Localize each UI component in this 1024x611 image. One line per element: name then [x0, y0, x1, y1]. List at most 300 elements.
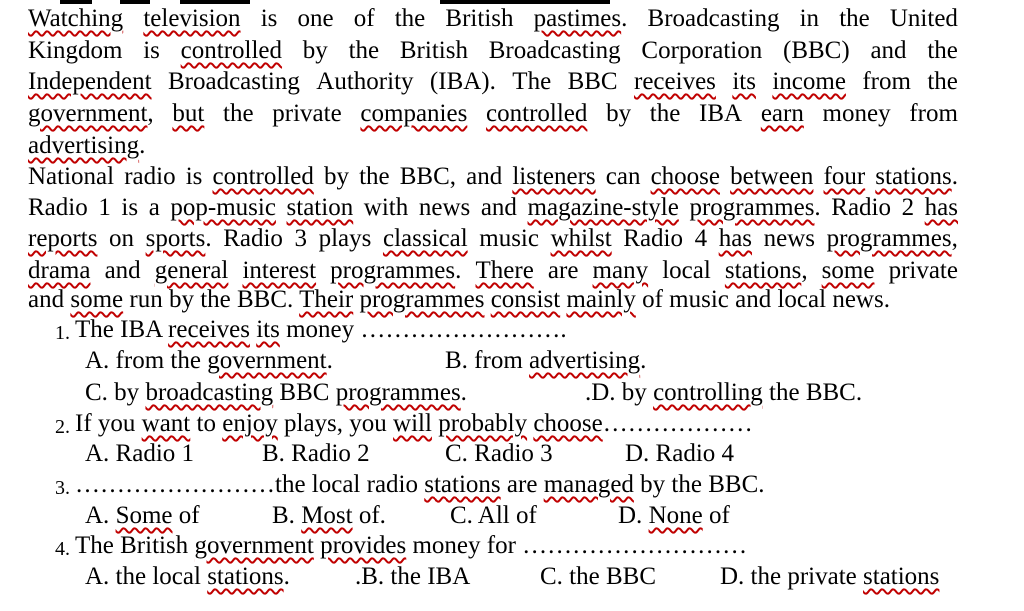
text-run: British — [399, 37, 468, 64]
text-run: the — [649, 100, 681, 127]
text-run: . — [460, 379, 467, 406]
text-run: . — [139, 132, 146, 159]
spellcheck-flagged-word: advertising — [529, 347, 641, 374]
word-group — [927, 67, 958, 97]
spellcheck-flagged-word: general — [154, 257, 229, 284]
word-group — [28, 256, 90, 286]
text-run: of. — [352, 502, 386, 529]
text-run: of — [353, 5, 375, 32]
spellcheck-flagged-word: four — [823, 163, 866, 190]
answer-option — [540, 562, 656, 592]
passage-line — [28, 224, 958, 254]
word-group — [725, 256, 808, 286]
word-group — [419, 193, 470, 223]
word-group — [650, 99, 681, 129]
text-run: on — [109, 225, 135, 252]
text-run: plays — [318, 225, 372, 252]
answer-option — [262, 439, 370, 469]
text-run: British — [445, 5, 514, 32]
question-number: 1. — [55, 322, 70, 344]
word-group — [641, 36, 762, 66]
text-run: 3 — [294, 225, 307, 252]
text-run: by — [323, 163, 349, 190]
word-group — [606, 162, 641, 192]
text-run: C. All of — [450, 502, 537, 529]
word-group — [648, 4, 780, 34]
word-group — [606, 99, 631, 129]
spellcheck-flagged-word: programmes — [335, 379, 461, 406]
text-run: If you — [75, 410, 142, 437]
text-run: from — [862, 68, 911, 95]
text-run: BBC — [567, 68, 618, 95]
text-run: B. — [272, 502, 302, 529]
word-group — [732, 67, 756, 97]
word-group — [466, 162, 502, 192]
text-run: .D. by — [585, 379, 654, 406]
text-run: D. the private — [720, 563, 864, 590]
text-run: money ……………………. — [279, 316, 567, 343]
text-run: and — [870, 37, 907, 64]
spellcheck-flagged-word: classical — [382, 225, 468, 252]
word-group — [512, 162, 595, 192]
text-run: and — [104, 257, 141, 284]
text-run: is — [143, 37, 160, 64]
word-group — [186, 162, 203, 192]
spellcheck-flagged-word: government — [194, 532, 314, 559]
text-run: United — [889, 5, 958, 32]
text-run: A. Radio 1 — [85, 440, 195, 467]
text-run: can — [605, 163, 641, 190]
text-run: . — [283, 563, 290, 590]
word-group — [359, 162, 390, 192]
text-run: Corporation — [641, 37, 763, 64]
text-run: D. Radio 4 — [625, 440, 735, 467]
word-group — [272, 99, 341, 129]
word-group — [822, 256, 875, 286]
spellcheck-flagged-word: stations — [875, 163, 952, 190]
text-run: B. Radio 2 — [262, 440, 370, 467]
text-run: A. — [85, 502, 116, 529]
text-run: run by the BBC. — [123, 286, 300, 313]
spellcheck-flagged-word: enjoy — [222, 410, 278, 437]
word-group — [662, 256, 711, 286]
spellcheck-flagged-word: between — [730, 163, 814, 190]
text-run: of music and local news. — [635, 286, 890, 313]
text-run: Radio — [28, 194, 88, 221]
text-run: ……………… — [602, 410, 753, 437]
text-run: D. — [618, 502, 649, 529]
text-run: Radio — [623, 225, 683, 252]
text-run: the — [348, 37, 380, 64]
question-number: 2. — [55, 416, 70, 438]
spellcheck-flagged-word: listeners — [512, 163, 596, 190]
word-group — [761, 99, 804, 129]
text-run: in — [799, 5, 820, 32]
word-group — [349, 36, 380, 66]
word-group — [28, 36, 122, 66]
answer-option — [85, 501, 200, 531]
spellcheck-flagged-word: stations — [424, 471, 501, 498]
word-group — [354, 4, 375, 34]
text-run: the — [394, 5, 426, 32]
text-run: music — [479, 225, 539, 252]
text-run: Kingdom — [28, 37, 123, 64]
text-run: C. Radio 3 — [445, 440, 553, 467]
spellcheck-flagged-word: Most — [301, 502, 353, 529]
spellcheck-flagged-word: Their — [299, 286, 354, 313]
word-group — [319, 224, 372, 254]
word-group — [634, 67, 716, 97]
word-group — [360, 99, 467, 129]
text-run: . — [814, 194, 821, 221]
spellcheck-flagged-word: programmes — [689, 194, 815, 221]
text-run: one — [297, 5, 334, 32]
text-run: . — [455, 257, 462, 284]
question-stem — [75, 409, 753, 439]
text-run: National — [28, 163, 115, 190]
word-group — [839, 4, 870, 34]
word-group — [298, 4, 334, 34]
text-run: money for ……………………… — [406, 532, 748, 559]
word-group — [824, 162, 866, 192]
question-number: 3. — [55, 477, 70, 499]
text-run: C. by — [85, 379, 146, 406]
spellcheck-flagged-word: station — [286, 194, 354, 221]
word-group — [383, 224, 468, 254]
text-run: of — [172, 502, 200, 529]
word-group — [875, 162, 958, 192]
text-run: and — [28, 286, 71, 313]
spellcheck-flagged-word: advertising — [28, 132, 140, 159]
text-run: (BBC) — [783, 37, 850, 64]
spellcheck-flagged-word: receives — [634, 68, 716, 95]
spellcheck-flagged-word: interest — [242, 257, 317, 284]
word-group — [925, 193, 958, 223]
word-group — [146, 224, 212, 254]
spellcheck-flagged-word: want — [141, 410, 191, 437]
spellcheck-flagged-word: probably — [438, 410, 528, 437]
spellcheck-flagged-word: television — [143, 5, 241, 32]
spellcheck-flagged-word: controlled — [180, 37, 283, 64]
word-group — [772, 67, 846, 97]
text-run: , — [951, 225, 958, 252]
word-group — [902, 193, 915, 223]
word-group — [223, 224, 283, 254]
word-group — [124, 162, 175, 192]
word-group — [651, 162, 720, 192]
text-run: of — [702, 502, 730, 529]
spellcheck-flagged-word: pop-music — [170, 194, 276, 221]
word-group — [551, 224, 612, 254]
word-group — [155, 256, 229, 286]
word-group — [121, 193, 138, 223]
spellcheck-flagged-word: sports — [145, 225, 206, 252]
word-group — [831, 193, 891, 223]
spellcheck-flagged-word: its — [256, 316, 280, 343]
spellcheck-flagged-word: income — [772, 68, 846, 95]
text-run: the — [839, 5, 870, 32]
word-group — [889, 256, 958, 286]
question-stem — [75, 315, 567, 345]
answer-option — [450, 501, 537, 531]
word-group — [324, 162, 349, 192]
spellcheck-flagged-word: Watching — [28, 5, 124, 32]
text-run: plays, you — [277, 410, 394, 437]
answer-option — [445, 346, 646, 376]
answer-option — [585, 378, 862, 408]
spellcheck-flagged-word: magazine-style — [527, 194, 679, 221]
text-run: The British — [75, 532, 195, 559]
word-group — [143, 4, 240, 34]
text-run: . — [205, 225, 212, 252]
word-group — [927, 36, 958, 66]
word-group — [730, 162, 813, 192]
text-run: local — [662, 257, 711, 284]
word-group — [98, 193, 111, 223]
passage-line — [28, 99, 958, 129]
word-group — [295, 224, 308, 254]
word-group — [481, 193, 517, 223]
word-group — [172, 99, 204, 129]
word-group — [823, 99, 891, 129]
passage-line — [28, 193, 958, 223]
text-run: a — [148, 194, 160, 221]
word-group — [316, 67, 413, 97]
spellcheck-flagged-word: mainly — [566, 286, 636, 313]
text-run: is — [185, 163, 203, 190]
text-run: Radio — [223, 225, 283, 252]
passage-line — [28, 36, 958, 66]
answer-option — [445, 439, 553, 469]
spellcheck-flagged-word: stations — [863, 563, 940, 590]
text-run: BBC — [273, 379, 336, 406]
question-number: 4. — [55, 538, 70, 560]
answer-option — [355, 562, 470, 592]
word-group — [699, 99, 742, 129]
word-group — [330, 256, 461, 286]
text-run: from — [909, 100, 958, 127]
word-group — [445, 4, 513, 34]
text-run: and — [480, 194, 517, 221]
word-group — [143, 36, 160, 66]
word-group — [476, 256, 534, 286]
spellcheck-flagged-word: programmes — [826, 225, 952, 252]
word-group — [593, 256, 649, 286]
text-run: the — [927, 37, 958, 64]
word-group — [395, 4, 426, 34]
answer-option — [85, 562, 290, 592]
word-group — [170, 193, 276, 223]
spellcheck-flagged-word: whilst — [550, 225, 612, 252]
spellcheck-flagged-word: reports — [28, 225, 98, 252]
spellcheck-flagged-word: earn — [760, 100, 804, 127]
word-group — [689, 193, 820, 223]
spellcheck-flagged-word: managed — [543, 471, 634, 498]
passage-line — [28, 4, 958, 34]
text-run: 2 — [901, 194, 915, 221]
word-group — [909, 99, 958, 129]
word-group — [862, 67, 911, 97]
text-run: the BBC. — [762, 379, 863, 406]
text-run: B. from — [445, 347, 530, 374]
answer-option — [85, 378, 467, 408]
text-run: with — [363, 194, 409, 221]
spellcheck-flagged-word: choose — [650, 163, 720, 190]
word-group — [623, 224, 683, 254]
text-run: A. from the — [85, 347, 208, 374]
text-run: news — [763, 225, 815, 252]
word-group — [783, 36, 850, 66]
passage-line — [28, 162, 958, 192]
question-stem — [75, 470, 765, 500]
word-group — [489, 36, 621, 66]
word-group — [28, 99, 154, 129]
text-run: by the BBC. — [633, 471, 765, 498]
word-group — [430, 67, 496, 97]
spellcheck-flagged-word: programmes — [330, 257, 456, 284]
spellcheck-flagged-word: consist — [490, 286, 561, 313]
text-run: is — [121, 194, 139, 221]
spellcheck-flagged-word: controlling — [653, 379, 763, 406]
answer-option — [625, 439, 734, 469]
spellcheck-flagged-word: stations — [207, 563, 284, 590]
word-group — [109, 224, 134, 254]
text-run: Broadcasting — [647, 5, 780, 32]
spellcheck-flagged-word: controlled — [212, 163, 314, 190]
word-group — [827, 224, 958, 254]
answer-option — [85, 439, 194, 469]
spellcheck-flagged-word: receives — [168, 316, 250, 343]
word-group — [479, 224, 539, 254]
passage-line — [28, 285, 890, 315]
word-group — [528, 193, 679, 223]
answer-option — [85, 346, 333, 376]
word-group — [287, 193, 354, 223]
word-group — [212, 162, 313, 192]
word-group — [28, 224, 97, 254]
spellcheck-flagged-word: Some — [115, 502, 173, 529]
text-run: . — [640, 347, 647, 374]
word-group — [764, 224, 815, 254]
spellcheck-flagged-word: Independent — [28, 68, 152, 95]
spellcheck-flagged-word: broadcasting — [145, 379, 274, 406]
passage-line — [28, 131, 145, 161]
spellcheck-flagged-word: its — [732, 68, 756, 95]
spellcheck-flagged-word: There — [475, 257, 534, 284]
text-run: private — [888, 257, 958, 284]
word-group — [261, 4, 278, 34]
spellcheck-flagged-word: programmes — [359, 286, 485, 313]
text-run: 4 — [694, 225, 708, 252]
word-group — [364, 193, 408, 223]
word-group — [800, 4, 819, 34]
question-stem — [75, 531, 747, 561]
spellcheck-flagged-word: government — [207, 347, 327, 374]
spellcheck-flagged-word: has — [718, 225, 753, 252]
text-run: BBC, — [399, 163, 456, 190]
word-group — [870, 36, 906, 66]
text-run: Authority — [316, 68, 414, 95]
text-run: The IBA — [75, 316, 169, 343]
spellcheck-flagged-word: many — [592, 257, 649, 284]
spellcheck-flagged-word: some — [821, 257, 875, 284]
text-run: C. the BBC — [540, 563, 656, 590]
text-run: radio — [124, 163, 176, 190]
word-group — [568, 67, 618, 97]
spellcheck-flagged-word: companies — [360, 100, 468, 127]
spellcheck-flagged-word: choose — [533, 410, 603, 437]
text-run: Broadcasting — [488, 37, 621, 64]
text-run: are — [547, 257, 579, 284]
text-run: and — [466, 163, 503, 190]
text-run: is — [260, 5, 278, 32]
text-run: are — [500, 471, 544, 498]
spellcheck-flagged-word: drama — [28, 257, 91, 284]
text-run: Radio — [831, 194, 891, 221]
spellcheck-flagged-word: has — [924, 194, 958, 221]
text-run: .B. the IBA — [355, 563, 471, 590]
text-run: news — [418, 194, 471, 221]
text-run: A. the local — [85, 563, 208, 590]
text-run: to — [190, 410, 223, 437]
word-group — [168, 67, 300, 97]
text-run: by — [606, 100, 632, 127]
text-run: ……………………the local radio — [75, 471, 425, 498]
answer-option — [272, 501, 386, 531]
word-group — [695, 224, 708, 254]
word-group — [719, 224, 752, 254]
text-run: by — [302, 37, 328, 64]
text-run: the — [927, 68, 958, 95]
answer-option — [618, 501, 730, 531]
text-run: . — [951, 163, 958, 190]
word-group — [486, 99, 587, 129]
spellcheck-flagged-word: provides — [320, 532, 407, 559]
word-group — [400, 162, 456, 192]
word-group — [303, 36, 328, 66]
passage-line — [28, 67, 958, 97]
word-group — [242, 256, 316, 286]
text-run: the — [223, 100, 254, 127]
spellcheck-flagged-word: but — [172, 100, 205, 127]
word-group — [28, 67, 152, 97]
passage-line — [28, 256, 958, 286]
spellcheck-flagged-word: controlled — [486, 100, 588, 127]
text-run: . — [621, 5, 628, 32]
spellcheck-flagged-word: some — [70, 286, 124, 313]
word-group — [548, 256, 579, 286]
word-group — [181, 36, 282, 66]
text-run: (IBA). — [429, 68, 496, 95]
spellcheck-flagged-word: None — [648, 502, 703, 529]
text-run: IBA — [699, 100, 743, 127]
spellcheck-flagged-word: stations — [724, 257, 802, 284]
spellcheck-flagged-word: pastimes — [533, 5, 622, 32]
text-run: . — [326, 347, 333, 374]
word-group — [400, 36, 468, 66]
text-run: the — [359, 163, 390, 190]
spellcheck-flagged-word: government — [28, 100, 148, 127]
spellcheck-flagged-word: will — [393, 410, 432, 437]
text-run: Broadcasting — [167, 68, 300, 95]
word-group — [28, 193, 88, 223]
text-run: private — [272, 100, 342, 127]
word-group — [223, 99, 254, 129]
word-group — [28, 4, 123, 34]
text-run: , — [147, 100, 154, 127]
text-run: 1 — [98, 194, 111, 221]
word-group — [28, 162, 114, 192]
